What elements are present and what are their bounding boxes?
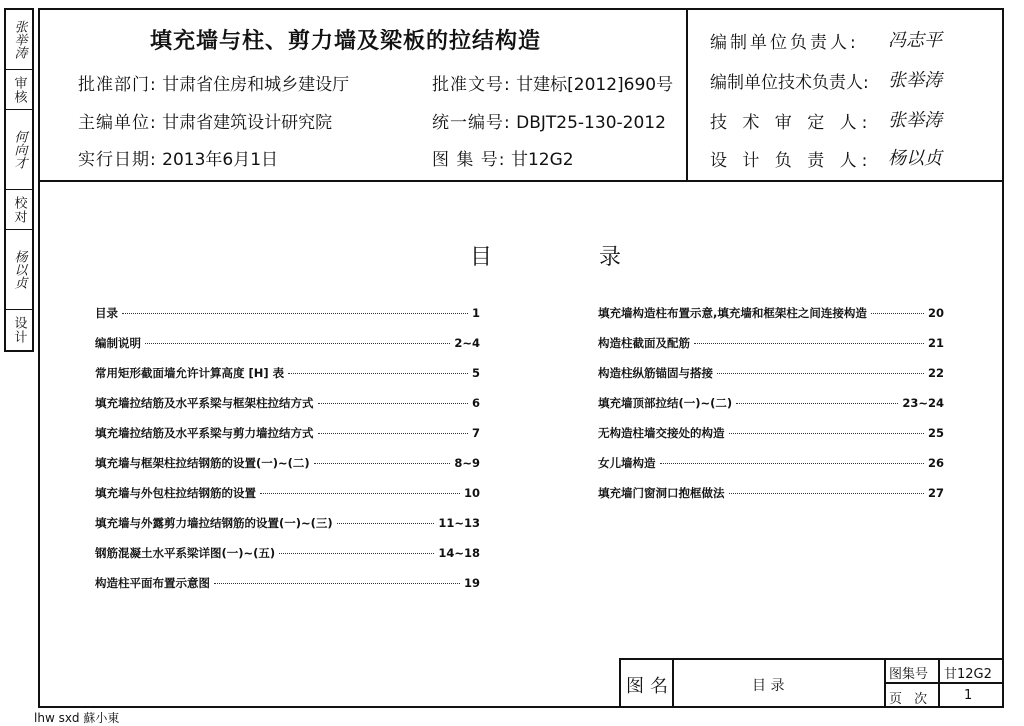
toc-entry: [95, 395, 480, 411]
toc-dot-leader: [660, 463, 924, 464]
responsible-row-1: 编制单位负责人:: [710, 33, 859, 53]
unified-number: 统一编号: DBJT25-130-2012: [432, 113, 666, 133]
toc-dot-leader: [729, 493, 924, 494]
toc-entry-page: 7: [471, 426, 480, 440]
toc-entry-title: 常用矩形截面墙允许计算高度 [H] 表: [95, 366, 285, 380]
toc-entry: [598, 305, 944, 321]
page-label: 页 次: [889, 692, 932, 707]
toc-dot-leader: [717, 373, 924, 374]
toc-entry: [95, 365, 480, 381]
implementation-date: 实行日期: 2013年6月1日: [78, 150, 279, 170]
responsible-row-4: 设 计 负 责 人:: [710, 151, 873, 171]
toc-entry: [95, 455, 480, 471]
toc-entry: [95, 485, 480, 501]
toc-entry-title: 无构造柱墙交接处的构造: [598, 426, 725, 440]
strip-label-design: 设计: [11, 316, 27, 344]
toc-dot-leader: [122, 313, 468, 314]
toc-dot-leader: [871, 313, 924, 314]
toc-entry-page: 22: [927, 366, 944, 380]
toc-dot-leader: [318, 433, 468, 434]
toc-entry: [95, 575, 480, 591]
approval-number: 批准文号: 甘建标[2012]690号: [432, 75, 674, 95]
toc-entry-title: 填充墙与外包柱拉结钢筋的设置: [95, 486, 256, 500]
toc-entry: [95, 305, 480, 321]
toc-entry: [598, 425, 944, 441]
toc-entry: [95, 425, 480, 441]
toc-entry-title: 构造柱平面布置示意图: [95, 576, 210, 590]
toc-entry: [598, 365, 944, 381]
responsible-row-2: 编制单位技术负责人:: [710, 73, 869, 93]
toc-title: 目 录: [470, 245, 671, 270]
toc-entry-title: 构造柱截面及配筋: [598, 336, 690, 350]
toc-dot-leader: [736, 403, 898, 404]
title-block-divider: [884, 682, 1004, 684]
toc-dot-leader: [314, 463, 451, 464]
toc-entry-title: 目录: [95, 306, 118, 320]
toc-entry: [598, 485, 944, 501]
signature-unit-head: 冯志平: [888, 30, 942, 51]
atlas-title: 填充墙与柱、剪力墙及梁板的拉结构造: [150, 29, 542, 54]
toc-entry-page: 8~9: [454, 456, 480, 470]
toc-dot-leader: [337, 523, 435, 524]
toc-entry-page: 1: [471, 306, 480, 320]
toc-entry-title: 填充墙拉结筋及水平系梁与剪力墙拉结方式: [95, 426, 314, 440]
toc-entry: [95, 515, 480, 531]
strip-sig-reviewer: 张举涛: [6, 10, 32, 70]
strip-label-check: 校对: [6, 190, 32, 230]
toc-entry-title: 编制说明: [95, 336, 141, 350]
toc-entry: [598, 455, 944, 471]
toc-entry-page: 11~13: [438, 516, 480, 530]
toc-dot-leader: [288, 373, 468, 374]
toc-entry-title: 填充墙拉结筋及水平系梁与框架柱拉结方式: [95, 396, 314, 410]
strip-label-review: 审核: [6, 70, 32, 110]
atlas-number: 图 集 号: 甘12G2: [432, 150, 574, 170]
toc-dot-leader: [260, 493, 460, 494]
toc-entry-page: 23~24: [902, 396, 944, 410]
toc-entry-title: 填充墙与框架柱拉结钢筋的设置(一)~(二): [95, 456, 310, 470]
toc-entry-page: 26: [927, 456, 944, 470]
toc-entry-page: 27: [927, 486, 944, 500]
toc-dot-leader: [318, 403, 468, 404]
responsible-row-3: 技 术 审 定 人:: [710, 113, 873, 133]
toc-entry-page: 6: [471, 396, 480, 410]
signature-design-lead: 杨以贞: [888, 148, 942, 169]
footer-note: lhw sxd 蘇小東: [34, 711, 120, 725]
toc-dot-leader: [145, 343, 450, 344]
toc-entry-page: 14~18: [438, 546, 480, 560]
toc-entry-title: 女儿墙构造: [598, 456, 656, 470]
header-divider: [38, 180, 1004, 182]
toc-entry-page: 5: [471, 366, 480, 380]
toc-entry-page: 25: [927, 426, 944, 440]
header-vertical-divider: [686, 8, 688, 182]
strip-sig-designer: 杨以贞: [6, 230, 32, 310]
toc-dot-leader: [214, 583, 460, 584]
toc-dot-leader: [694, 343, 924, 344]
signature-strip: [4, 8, 34, 352]
signature-tech-head: 张举涛: [888, 70, 942, 91]
toc-entry-page: 20: [927, 306, 944, 320]
drawing-name-value: 目 录: [752, 678, 785, 694]
toc-entry-title: 填充墙门窗洞口抱框做法: [598, 486, 725, 500]
page-value: 1: [964, 688, 973, 703]
toc-entry-title: 钢筋混凝土水平系梁详图(一)~(五): [95, 546, 276, 560]
toc-entry-page: 2~4: [454, 336, 480, 350]
toc-dot-leader: [729, 433, 924, 434]
chief-unit: 主编单位: 甘肃省建筑设计研究院: [78, 113, 333, 133]
atlas-no-value: 甘12G2: [944, 667, 992, 682]
toc-dot-leader: [279, 553, 434, 554]
toc-entry-page: 10: [463, 486, 480, 500]
signature-tech-approver: 张举涛: [888, 110, 942, 131]
toc-entry-page: 19: [463, 576, 480, 590]
toc-entry: [598, 395, 944, 411]
toc-entry: [598, 335, 944, 351]
drawing-name-label: 图名: [626, 676, 674, 697]
approve-dept: 批准部门: 甘肃省住房和城乡建设厅: [78, 75, 350, 95]
toc-entry-title: 构造柱纵筋锚固与搭接: [598, 366, 713, 380]
toc-entry-page: 21: [927, 336, 944, 350]
toc-entry: [95, 545, 480, 561]
toc-entry-title: 填充墙顶部拉结(一)~(二): [598, 396, 733, 410]
atlas-no-label: 图集号: [889, 667, 929, 682]
strip-sig-checker: 何向才: [6, 110, 32, 190]
toc-entry-title: 填充墙与外露剪力墙拉结钢筋的设置(一)~(三): [95, 516, 333, 530]
toc-entry-title: 填充墙构造柱布置示意,填充墙和框架柱之间连接构造: [598, 306, 867, 320]
toc-entry: [95, 335, 480, 351]
